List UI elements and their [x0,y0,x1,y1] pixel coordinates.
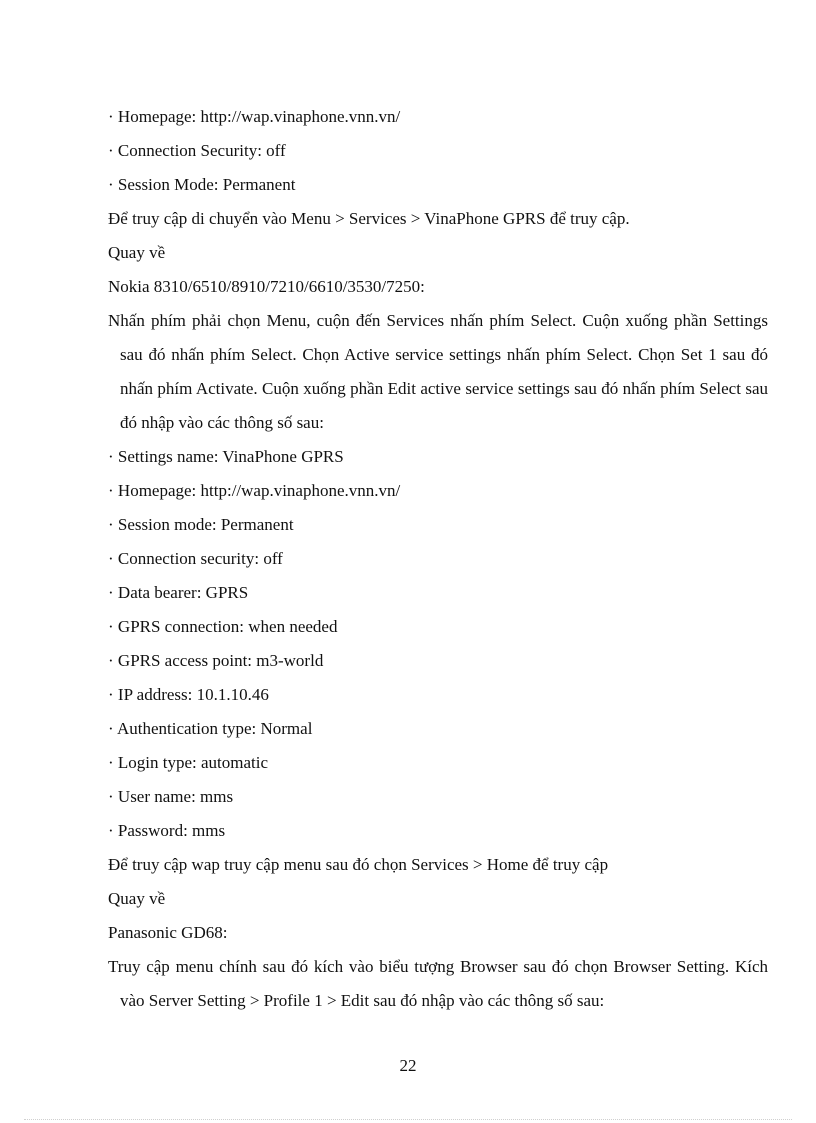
bullet-user-name: · User name: mms [108,787,234,806]
bullet-password: · Password: mms [108,821,226,840]
bullet-connection-security-2: · Connection security: off [108,549,283,568]
bullet-authentication-type: · Authentication type: Normal [108,719,313,738]
bullet-session-mode: · Session Mode: Permanent [108,175,296,194]
bullet-login-type: · Login type: automatic [108,753,269,772]
access-instruction: Để truy cập di chuyển vào Menu > Services > VinaPhone GPRS để truy cập. [108,209,630,228]
panasonic-instructions-paragraph: Truy cập menu chính sau đó kích vào biểu tượng Browser sau đó chọn Browser Setting. Kích vào Server Setting > Profile 1 > Edit sau đó nhập vào các thông số sau: [108,957,768,1010]
bullet-gprs-connection: · GPRS connection: when needed [108,617,338,636]
bullet-settings-name: · Settings name: VinaPhone GPRS [108,447,344,466]
page-bottom-divider [24,1119,792,1120]
bullet-ip-address: · IP address: 10.1.10.46 [108,685,269,704]
back-link-2[interactable]: Quay về [108,889,166,908]
back-link[interactable]: Quay về [108,243,166,262]
bullet-connection-security: · Connection Security: off [108,141,286,160]
section-heading-panasonic: Panasonic GD68: [108,923,228,942]
nokia-instructions-paragraph: Nhấn phím phải chọn Menu, cuộn đến Services nhấn phím Select. Cuộn xuống phần Settings sau đó nhấn phím Select. Chọn Active service settings nhấn phím Select. Chọn Set 1 sau đó nhấn phím Activate. Cuộn xuống phần Edit active service settings sau đó nhấn phím Select sau đó nhập vào các thông số sau: [108,311,768,432]
page-number: 22 [399,1056,417,1075]
page-content [108,100,768,1018]
section-heading-nokia: Nokia 8310/6510/8910/7210/6610/3530/7250: [108,277,425,296]
bullet-homepage-2: · Homepage: http://wap.vinaphone.vnn.vn/ [108,481,401,500]
bullet-homepage: · Homepage: http://wap.vinaphone.vnn.vn/ [108,107,401,126]
bullet-gprs-access-point: · GPRS access point: m3-world [108,651,324,670]
bullet-session-mode-2: · Session mode: Permanent [108,515,294,534]
bullet-data-bearer: · Data bearer: GPRS [108,583,249,602]
wap-access-instruction: Để truy cập wap truy cập menu sau đó chọn Services > Home để truy cập [108,855,609,874]
